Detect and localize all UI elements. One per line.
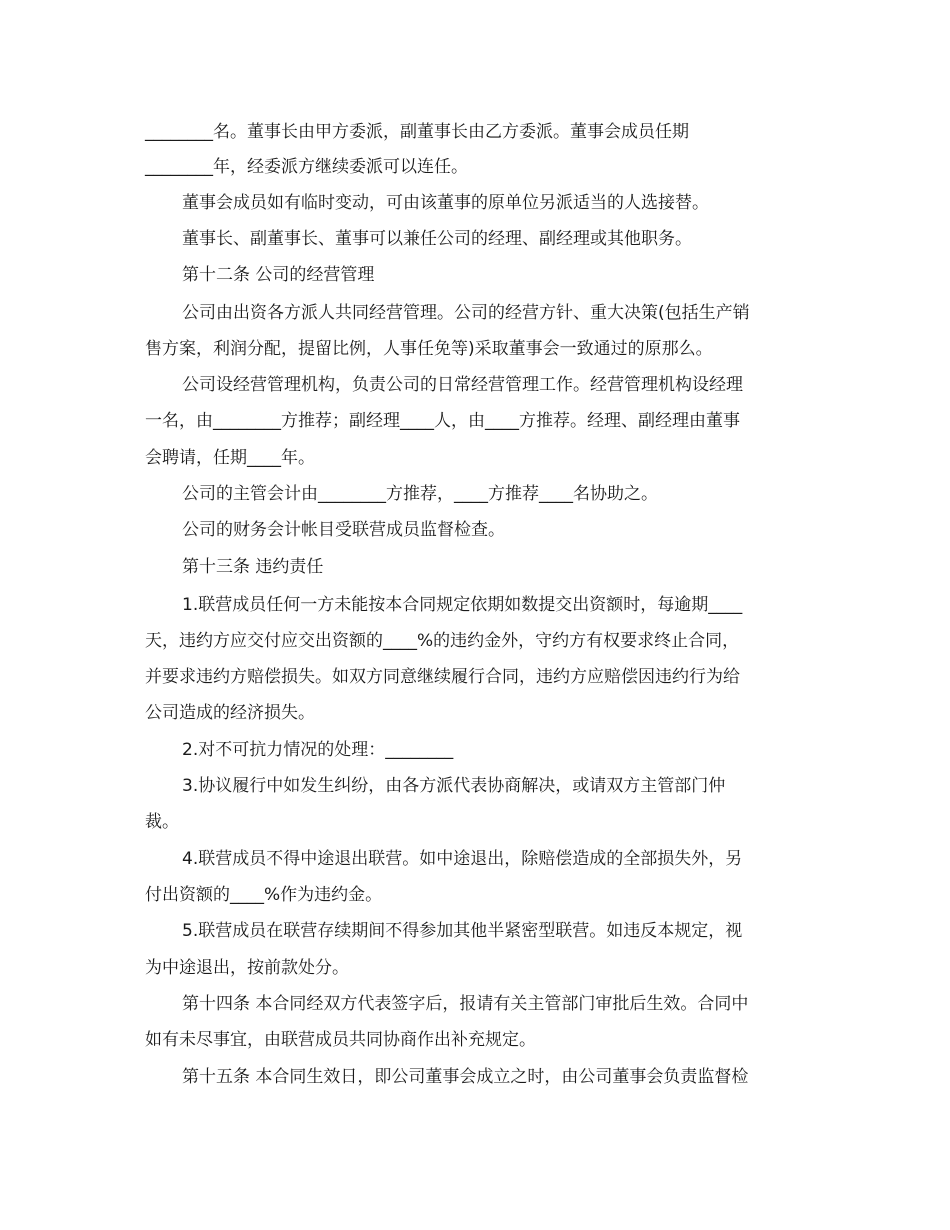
text-line: 售方案，利润分配，提留比例，人事任免等)采取董事会一致通过的原那么。 bbox=[145, 339, 713, 359]
text-line: 并要求违约方赔偿损失。如双方同意继续履行合同，违约方应赔偿因违约行为给 bbox=[145, 667, 740, 687]
text-line: ________年，经委派方继续委派可以连任。 bbox=[145, 157, 468, 177]
text-line: ________名。董事长由甲方委派，副董事长由乙方委派。董事会成员任期 bbox=[145, 122, 689, 142]
text-line: 公司造成的经济损失。 bbox=[145, 703, 315, 723]
text-line: 3.协议履行中如发生纠纷，由各方派代表协商解决，或请双方主管部门仲 bbox=[182, 776, 726, 796]
text-line: 董事长、副董事长、董事可以兼任公司的经理、副经理或其他职务。 bbox=[182, 229, 692, 249]
text-line: 会聘请，任期____年。 bbox=[145, 448, 315, 468]
text-line: 裁。 bbox=[145, 812, 179, 832]
text-line: 公司设经营管理机构，负责公司的日常经营管理工作。经营管理机构设经理 bbox=[182, 375, 743, 395]
section-heading: 第十三条 违约责任 bbox=[182, 557, 324, 577]
text-line: 董事会成员如有临时变动，可由该董事的原单位另派适当的人选接替。 bbox=[182, 193, 709, 213]
text-line: 5.联营成员在联营存续期间不得参加其他半紧密型联营。如违反本规定，视 bbox=[182, 921, 743, 941]
text-line: 天，违约方应交付应交出资额的____%的违约金外，守约方有权要求终止合同， bbox=[145, 631, 740, 651]
section-heading: 第十二条 公司的经营管理 bbox=[182, 265, 375, 285]
text-line: 为中途退出，按前款处分。 bbox=[145, 958, 349, 978]
text-line: 公司由出资各方派人共同经营管理。公司的经营方针、重大决策(包括生产销 bbox=[182, 303, 750, 323]
text-line: 付出资额的____%作为违约金。 bbox=[145, 885, 383, 905]
text-line: 一名，由________方推荐；副经理____人，由____方推荐。经理、副经理由董事 bbox=[145, 411, 740, 431]
text-line: 如有未尽事宜，由联营成员共同协商作出补充规定。 bbox=[145, 1030, 536, 1050]
text-line: 2.对不可抗力情况的处理：________ bbox=[182, 740, 454, 760]
text-line: 第十四条 本合同经双方代表签字后，报请有关主管部门审批后生效。合同中 bbox=[182, 994, 749, 1014]
text-line: 公司的主管会计由________方推荐，____方推荐____名协助之。 bbox=[182, 484, 658, 504]
text-line: 1.联营成员任何一方未能按本合同规定依期如数提交出资额时，每逾期____ bbox=[182, 595, 743, 615]
text-line: 第十五条 本合同生效日，即公司董事会成立之时，由公司董事会负责监督检 bbox=[182, 1067, 749, 1087]
text-line: 4.联营成员不得中途退出联营。如中途退出，除赔偿造成的全部损失外，另 bbox=[182, 849, 743, 869]
text-line: 公司的财务会计帐目受联营成员监督检查。 bbox=[182, 520, 505, 540]
